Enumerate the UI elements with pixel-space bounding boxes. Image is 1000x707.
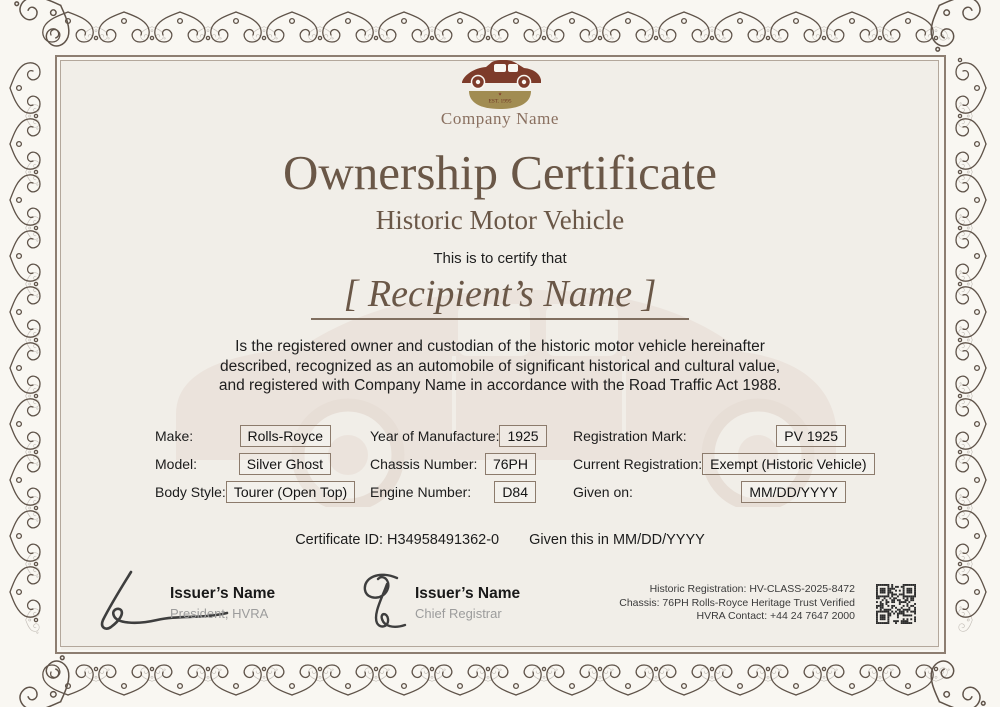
signer-title: President, HVRA	[170, 606, 269, 621]
fields-column-3	[573, 424, 867, 508]
field-row-chassis	[370, 452, 536, 475]
footer-line: Historic Registration: HV-CLASS-2025-8472	[649, 583, 855, 595]
logo-est-text: EST. 1995	[488, 98, 512, 105]
field-row-body-style	[155, 480, 348, 503]
certificate-id: Certificate ID: H34958491362-0	[295, 532, 500, 548]
recipient-name: [ Recipient’s Name ]	[343, 273, 657, 315]
field-row-registration-mark	[573, 424, 846, 447]
company-logo-car-icon	[452, 60, 548, 110]
signature-block-president	[95, 568, 355, 638]
certificate-subtitle: Historic Motor Vehicle	[375, 205, 625, 235]
field-label: Registration Mark:	[573, 427, 687, 444]
field-label: Chassis Number:	[370, 455, 478, 472]
certificate-id-line	[295, 532, 705, 548]
fields-column-2	[370, 424, 539, 508]
field-value-box: Silver Ghost	[239, 453, 331, 475]
field-value-box: 76PH	[485, 453, 536, 475]
field-label: Given on:	[573, 483, 633, 500]
field-value-box: MM/DD/YYYY	[741, 481, 846, 503]
field-row-engine	[370, 480, 536, 503]
logo-star: ★	[497, 91, 503, 97]
field-row-model	[155, 452, 331, 475]
fields-column-1	[155, 424, 348, 508]
field-label: Current Registration:	[573, 455, 703, 472]
field-label: Make:	[155, 427, 194, 444]
field-row-current-registration	[573, 452, 867, 475]
given-date: Given this in MM/DD/YYYY	[529, 532, 705, 548]
field-value-box: PV 1925	[776, 425, 846, 447]
footer-registration-info	[619, 583, 855, 624]
certify-line: This is to certify that	[433, 250, 567, 267]
signer-title: Chief Registrar	[415, 606, 502, 621]
field-row-make	[155, 424, 331, 447]
field-value-box: Rolls-Royce	[240, 425, 331, 447]
field-value-box: 1925	[499, 425, 546, 447]
field-row-year	[370, 424, 539, 447]
signature-block-registrar	[355, 568, 595, 638]
signer-name: Issuer’s Name	[170, 585, 276, 602]
certificate-body-paragraph: Is the registered owner and custodian of the historic motor vehicle hereinafter described, recognized as an automobile of significant historical and cultural value, and registered with Company Name in accordance with the Road Traffic Act 1988.	[218, 338, 782, 395]
field-value-box: D84	[494, 481, 536, 503]
field-row-given-on	[573, 480, 846, 503]
footer-line: Chassis: 76PH Rolls-Royce Heritage Trust Verified	[619, 596, 855, 609]
footer-line: HVRA Contact: +44 24 7647 2000	[696, 610, 855, 622]
field-label: Model:	[155, 455, 198, 472]
field-value-box: Tourer (Open Top)	[226, 481, 355, 503]
company-name: Company Name	[440, 109, 560, 128]
field-label: Engine Number:	[370, 483, 472, 500]
field-label: Year of Manufacture:	[370, 427, 500, 444]
field-value-box: Exempt (Historic Vehicle)	[702, 453, 874, 475]
recipient-underline	[311, 318, 689, 320]
field-label: Body Style:	[155, 483, 226, 500]
certificate-title: Ownership Certificate	[282, 145, 718, 200]
signer-name: Issuer’s Name	[415, 585, 521, 602]
qr-code	[876, 584, 916, 624]
